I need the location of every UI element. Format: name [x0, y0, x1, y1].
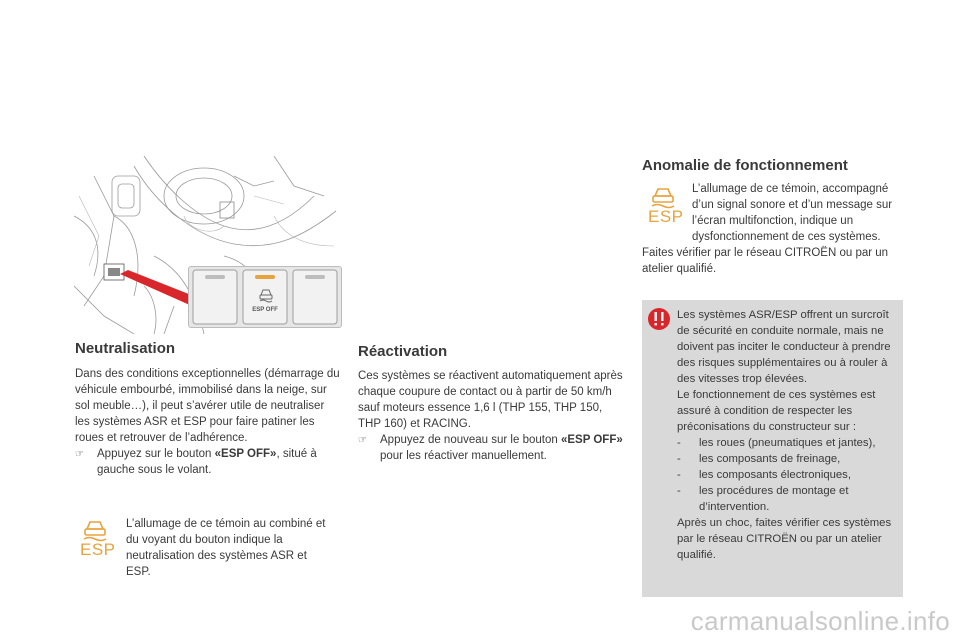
neutralisation-bullet: [75, 446, 340, 478]
warning-para2: Le fonctionnement de ces systèmes est assuré à condition de respecter les préconisations du constructeur sur :: [677, 389, 876, 433]
anomalie-indicator-text: L’allumage de ce témoin, accompagné d’un signal sonore et d’un message sur l’écran multifonction, indique un dysfonctionnement de ces systèmes.: [692, 183, 893, 243]
reactivation-title: Réactivation: [358, 343, 448, 360]
neutralisation-indicator-text: L’allumage de ce témoin au combiné et du voyant du bouton indique la neutralisation des systèmes ASR et ESP.: [126, 518, 326, 578]
list-item: - les roues (pneumatiques et jantes),: [677, 437, 876, 449]
reactivation-paragraph: Ces systèmes se réactivent automatiquement après chaque coupure de contact ou à partir de 50 km/h sauf moteurs essence 1,6 l (THP 155, THP 150, THP 160) et RACING.: [358, 370, 623, 430]
neutralisation-section: [75, 340, 340, 478]
esp-off-button-label: ESP OFF: [252, 307, 278, 313]
esp-fault-label: ESP: [648, 207, 684, 226]
anomalie-title: Anomalie de fonctionnement: [642, 157, 848, 174]
bullet-post-text: pour les réactiver manuellement.: [380, 450, 547, 462]
list-item: - les composants de freinage,: [677, 453, 841, 465]
esp-indicator-label: ESP: [80, 540, 116, 559]
warning-list: [677, 435, 899, 515]
reactivation-bullet: [358, 432, 623, 464]
pointing-hand-icon: ☞: [358, 435, 367, 446]
esp-button-panel: [188, 266, 342, 328]
reactivation-section: [358, 343, 623, 464]
warning-icon: [648, 308, 670, 330]
warning-intro: Les systèmes ASR/ESP offrent un surcroît de sécurité en conduite normale, mais ne doivent pas inciter le conducteur à prendre des risques supplémentaires ou à rouler à des vitesses trop élevées.: [677, 309, 891, 385]
watermark: carmanualsonline.info: [690, 606, 950, 636]
list-item: - les composants électroniques,: [677, 469, 851, 481]
esp-indicator-icon: [80, 518, 116, 562]
neutralisation-bullet-text: [97, 446, 340, 478]
esp-off-button-reference: «ESP OFF»: [560, 434, 623, 446]
warning-content: [677, 307, 899, 563]
esp-fault-icon: [648, 185, 684, 229]
neutralisation-title: Neutralisation: [75, 340, 176, 357]
esp-off-button-reference: «ESP OFF»: [214, 448, 277, 460]
neutralisation-paragraph: Dans des conditions exceptionnelles (démarrage du véhicule embourbé, immobilisé dans la neige, sur sol meuble…), il peut s’avérer utile de neutraliser les systèmes ASR et ESP pour faire patiner les roues et retrouver de l’adhérence.: [75, 368, 340, 444]
anomalie-paragraph: Faites vérifier par le réseau CITROËN ou par un atelier qualifié.: [642, 247, 889, 275]
bullet-pre-text: Appuyez de nouveau sur le bouton: [380, 434, 561, 446]
button-panel-drawing: [189, 267, 341, 327]
bullet-pre-text: Appuyez sur le bouton: [97, 448, 215, 460]
list-item: - les procédures de montage et d’intervention.: [677, 485, 849, 513]
bullet-post-text: , situé à gauche sous le volant.: [97, 448, 317, 476]
warning-outro: Après un choc, faites vérifier ces systèmes par le réseau CITROËN ou par un atelier qualifié.: [677, 517, 892, 561]
pointing-hand-icon: ☞: [75, 449, 84, 460]
warning-box: [642, 300, 903, 597]
reactivation-bullet-text: [380, 432, 623, 464]
